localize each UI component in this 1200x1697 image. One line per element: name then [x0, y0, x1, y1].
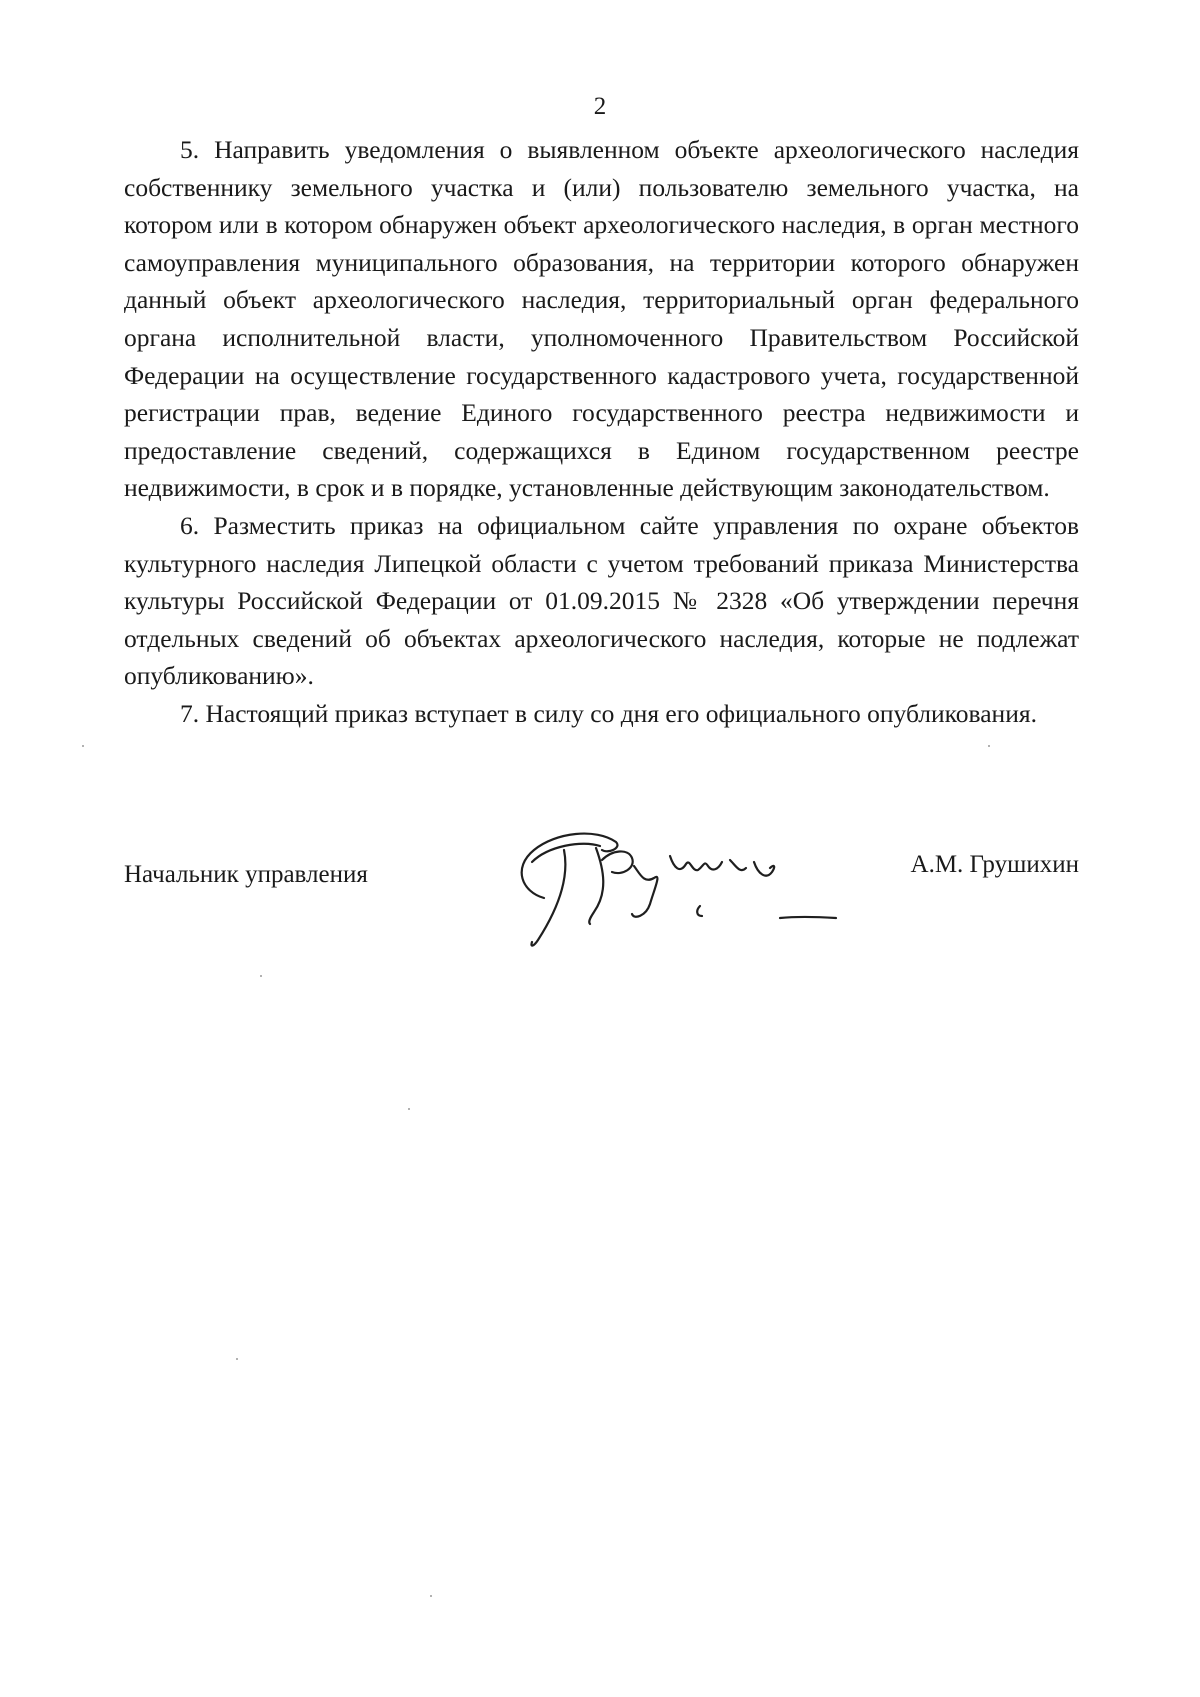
signatory-position: Начальник управления	[124, 861, 368, 888]
signatory-name: А.М. Грушихин	[910, 851, 1079, 878]
paragraph-6: 6. Разместить приказ на официальном сайте управления по охране объектов культурного наследия Липецкой области с учетом требований приказа Министерства культуры Российской Федерации от 01.09.2015 № 2328 «Об утверждении перечня отдельных сведений об объектах археологического наследия, которые не подлежат опубликованию».	[124, 510, 1079, 691]
handwritten-signature	[504, 820, 844, 950]
scan-speck	[260, 975, 262, 977]
paragraph-7: 7. Настоящий приказ вступает в силу со дня его официального опубликования.	[180, 698, 1037, 728]
scan-speck	[988, 745, 990, 747]
scan-speck	[82, 745, 84, 747]
paragraph-5: 5. Направить уведомления о выявленном объекте археологического наследия собственнику земельного участка и (или) пользователю земельного участка, на котором или в котором обнаружен объект археологического наследия, в орган местного самоуправления муниципального образования, на территории которого обнаружен данный объект археологического наследия, территориальный орган федерального органа исполнительной власти, уполномоченного Правительством Российской Федерации на осуществление государственного кадастрового учета, государственной регистрации прав, ведение Единого государственного реестра недвижимости и предоставление сведений, содержащихся в Едином государственном реестре недвижимости, в срок и в порядке, установленные действующим законодательством.	[124, 135, 1079, 503]
page-number: 2	[593, 93, 607, 120]
scan-speck	[430, 1595, 432, 1597]
document-body	[124, 131, 1079, 733]
scan-speck	[408, 1108, 410, 1110]
signature-block	[124, 820, 1079, 970]
scan-speck	[236, 1358, 238, 1360]
